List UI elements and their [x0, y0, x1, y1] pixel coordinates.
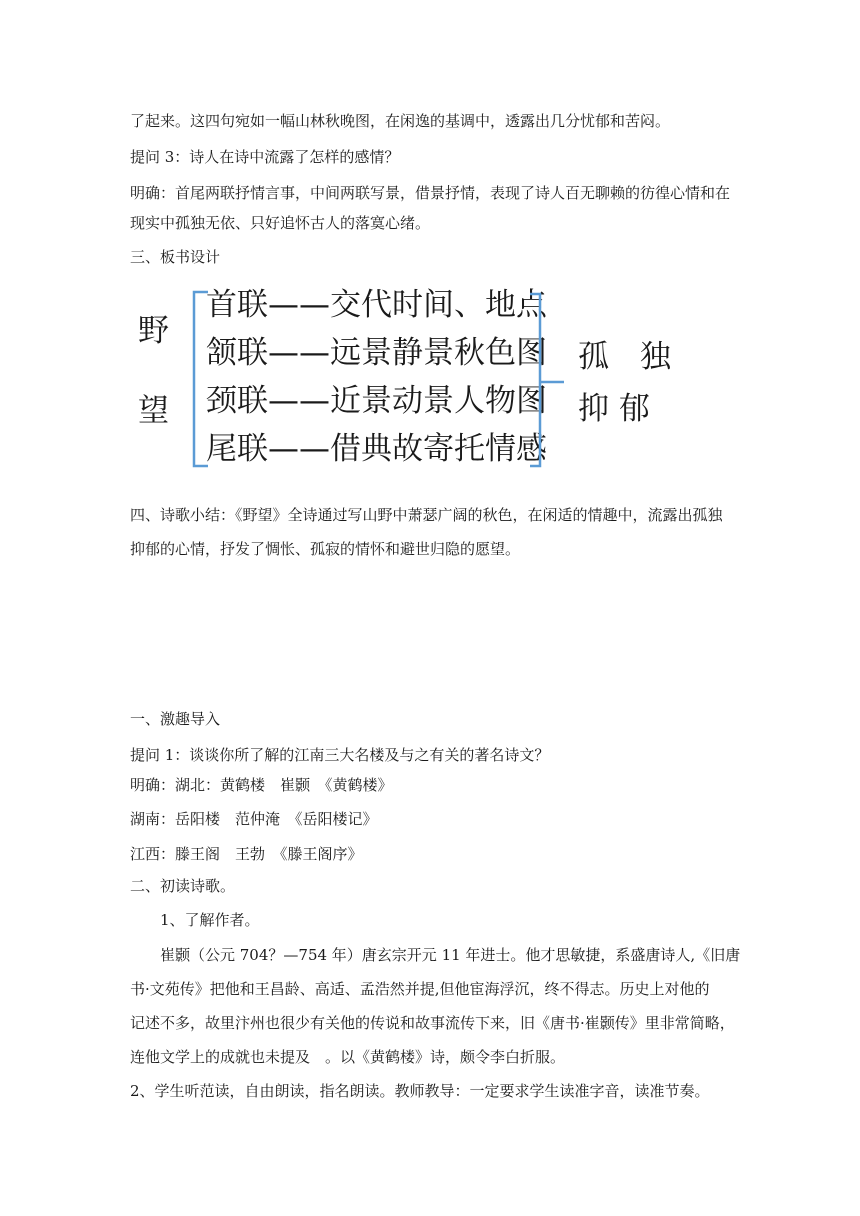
text-line: 湖南：岳阳楼 范仲淹 《岳阳楼记》	[130, 810, 378, 828]
section-heading: 一、激趣导入	[130, 710, 221, 728]
section-heading: 二、初读诗歌。	[130, 877, 236, 895]
text-line: 明确：首尾两联抒情言事，中间两联写景，借景抒情，表现了诗人百无聊赖的彷徨心情和在	[130, 184, 731, 202]
board-design-diagram	[130, 282, 690, 472]
text-line: 抑郁的心情，抒发了惆怅、孤寂的情怀和避世归隐的愿望。	[130, 540, 521, 558]
text-line: 2、学生听范读，自由朗读，指名朗读。教师教导：一定要求学生读准字音，读准节奏。	[130, 1082, 710, 1100]
board-row: 尾联——借典故寄托情感	[206, 431, 547, 467]
board-row: 首联——交代时间、地点	[206, 287, 547, 323]
text-line: 连他文学上的成就也未提及 。以《黄鹤楼》诗，颇令李白折服。	[130, 1048, 566, 1066]
text-line: 记述不多，故里汴州也很少有关他的传说和故事流传下来，旧《唐书·崔颢传》里非常简略，	[130, 1014, 735, 1032]
text-line: 江西：滕王阁 王勃 《滕王阁序》	[130, 845, 363, 863]
board-row: 颔联——远景静景秋色图	[206, 335, 547, 371]
text-line: 崔颢（公元 704？—754 年）唐玄宗开元 11 年进士。他才思敏捷，系盛唐诗人,《旧唐	[160, 946, 741, 964]
text-line: 了起来。这四句宛如一幅山林秋晚图，在闲逸的基调中，透露出几分忧郁和苦闷。	[130, 112, 671, 130]
text-line: 1、了解作者。	[160, 911, 260, 929]
board-row: 颈联——近景动景人物图	[206, 383, 547, 419]
section-heading: 三、板书设计	[130, 248, 221, 266]
board-summary-top: 孤 独	[578, 339, 671, 375]
right-bracket-icon	[528, 290, 568, 468]
text-line: 四、诗歌小结：《野望》全诗通过写山野中萧瑟广阔的秋色，在闲适的情趣中，流露出孤独	[130, 506, 723, 524]
text-line: 提问 1：谈谈你所了解的江南三大名楼及与之有关的著名诗文？	[130, 746, 550, 764]
text-line: 提问 3：诗人在诗中流露了怎样的感情？	[130, 148, 400, 166]
text-line: 现实中孤独无依、只好追怀古人的落寞心绪。	[130, 214, 431, 232]
board-title-top: 野	[138, 313, 169, 349]
text-line: 明确：湖北：黄鹤楼 崔颢 《黄鹤楼》	[130, 776, 393, 794]
board-title-bottom: 望	[138, 393, 169, 429]
board-summary-bottom: 抑 郁	[578, 391, 650, 427]
text-line: 书·文苑传》把他和王昌龄、高适、孟浩然并提,但他宦海浮沉，终不得志。历史上对他的	[130, 980, 710, 998]
